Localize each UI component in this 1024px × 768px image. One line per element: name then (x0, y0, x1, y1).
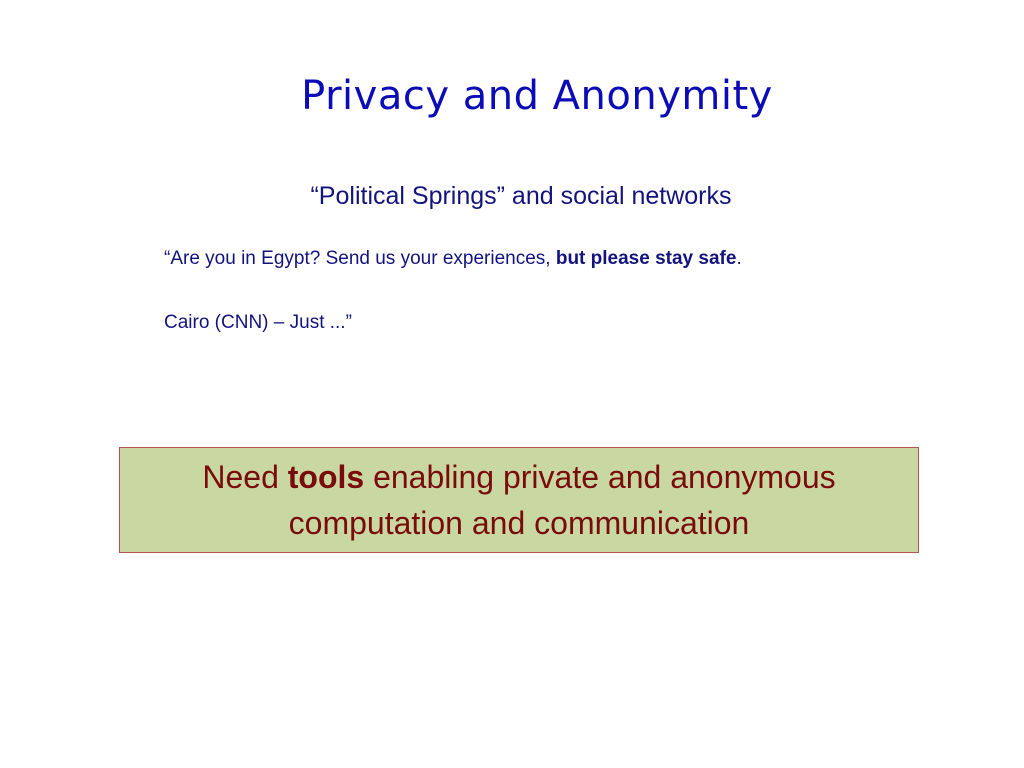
quote-emphasis: but please stay safe (555, 248, 737, 269)
quote-line-1 (164, 244, 944, 274)
callout-line-1-suffix: enabling private and anonymous (364, 459, 836, 495)
slide-title: Privacy and Anonymity (301, 73, 773, 119)
callout-box (119, 447, 919, 553)
news-quote (164, 244, 944, 338)
callout-emphasis: tools (287, 459, 365, 495)
slide-subtitle: “Political Springs” and social networks (310, 182, 732, 210)
callout-line-1 (202, 454, 835, 500)
callout-line-1-prefix: Need (202, 459, 288, 495)
callout-line-2: computation and communication (288, 505, 750, 541)
quote-line-2: Cairo (CNN) – Just ...” (164, 312, 352, 333)
quote-line-1-text: “Are you in Egypt? Send us your experiences, (164, 248, 556, 269)
quote-line-1-end: . (736, 248, 742, 269)
